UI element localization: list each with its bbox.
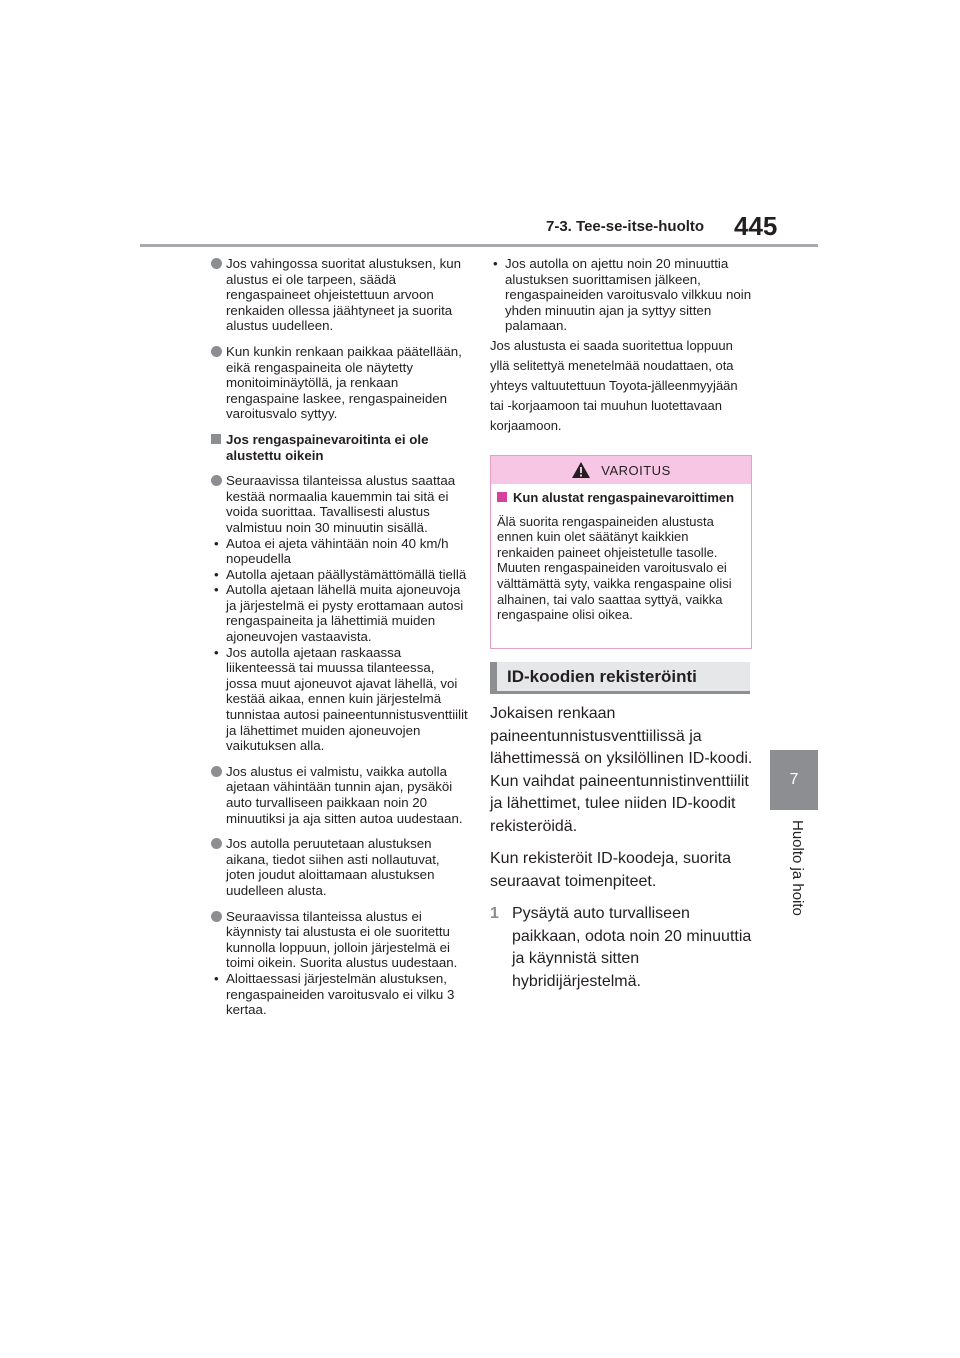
dash-item: • Autoa ei ajeta vähintään noin 40 km/h nopeudella <box>214 535 449 567</box>
subheading: Jos rengaspainevaroitinta ei ole alustettu oikein <box>211 432 469 463</box>
bullet-icon <box>211 475 222 486</box>
step-item <box>490 903 755 993</box>
chapter-number: 7 <box>789 771 799 788</box>
bullet-icon <box>211 766 222 777</box>
warning-header <box>491 456 751 484</box>
square-bullet-icon <box>497 492 507 502</box>
left-column <box>211 256 469 1028</box>
bullet-group <box>211 909 469 1018</box>
page-number: 445 <box>734 211 778 241</box>
bullet-icon <box>211 911 222 922</box>
chapter-tab-label: Huolto ja hoito <box>789 820 806 916</box>
section-title: 7-3. Tee-se-itse-huolto <box>546 218 705 235</box>
warning-triangle-icon <box>571 461 591 479</box>
step-number: 1 <box>490 905 499 922</box>
square-bullet-icon <box>211 434 221 444</box>
warning-subheading: Kun alustat rengaspainevaroittimen <box>497 490 745 506</box>
bullet-paragraph: Jos autolla peruutetaan alustuksen aikana, tiedot siihen asti nollautuvat, joten joudut aloittamaan alustuksen uudelleen alusta. <box>211 836 469 898</box>
bullet-paragraph: Kun kunkin renkaan paikkaa päätellään, eikä rengaspaineita ole näytetty monitoiminäytöllä, ja renkaan rengaspaine laskee, rengaspaineiden varoitusvalo syttyy. <box>211 344 469 422</box>
bullet-paragraph: Seuraavissa tilanteissa alustus ei käynnisty tai alustusta ei ole suoritettu kunnolla loppuun, jolloin järjestelmä ei toimi oikein. Suorita alustus uudestaan. <box>211 909 469 971</box>
note-paragraph: Jos alustusta ei saada suoritettua loppuun yllä selitettyä menetelmää noudattaen, ota yhteys valtuutettuun Toyota-jälleenmyyjään tai -korjaamoon tai muuhun luotettavaan korjaamoon. <box>490 337 738 433</box>
bullet-group <box>211 473 469 754</box>
right-column <box>490 256 752 436</box>
bullet-paragraph: Jos alustus ei valmistu, vaikka autolla ajetaan vähintään tunnin ajan, pysäköi auto turvalliseen paikkaan noin 20 minuutiksi ja aja sitten autoa uudestaan. <box>211 764 469 826</box>
bullet-icon <box>211 258 222 269</box>
warning-box <box>490 455 752 649</box>
dash-item: • Autolla ajetaan lähellä muita ajoneuvoja ja järjestelmä ei pysty erottamaan autosi rengaspaineita ja lähettimiä muiden ajoneuvojen vastaavista. <box>214 582 464 645</box>
intro-paragraph: Jokaisen renkaan paineentunnistusventtiilissä ja lähettimessä on yksilöllinen ID-koodi. Kun vaihdat paineentunnistinventtiilit ja lähettimet, tulee niiden ID-koodit rekisteröidä. <box>490 705 753 835</box>
id-registration-text <box>490 703 755 993</box>
warning-body <box>491 484 751 623</box>
bullet-paragraph: Seuraavissa tilanteissa alustus saattaa kestää normaalia kauemmin tai sitä ei voida suorittaa. Tavallisesti alustus valmistuu noin 30 minuutin sisällä. <box>211 473 469 535</box>
dash-item: • Jos autolla ajetaan raskaassa liikenteessä tai muussa tilanteessa, jossa muut ajoneuvot ajavat lähellä, voi kestää aikaa, ennen kuin järjestelmä tunnistaa autosi paineentunnistusventtiilit ja lähettimet muiden ajoneuvojen vaikutuksen alla. <box>214 644 468 754</box>
dash-item: • Jos autolla on ajettu noin 20 minuuttia alustuksen suorittamisen jälkeen, rengaspaineiden varoitusvalo vilkkuu noin yhden minuutin ajan ja syttyy sitten palamaan. <box>493 256 752 334</box>
chapter-tab <box>770 750 818 810</box>
intro-paragraph: Kun rekisteröit ID-koodeja, suorita seuraavat toimenpiteet. <box>490 850 731 890</box>
section-banner <box>490 662 750 694</box>
section-heading: ID-koodien rekisteröinti <box>507 667 697 686</box>
warning-text: Älä suorita rengaspaineiden alustusta ennen kuin olet säätänyt kaikkien renkaiden paineet ohjeistetulle tasolle. Muuten rengaspaineiden varoitusvalo ei välttämättä syty, vaikka rengaspaine olisi alhainen, tai valo saattaa syttyä, vaikka rengaspaine olisi oikea. <box>497 513 732 623</box>
header-divider <box>140 244 818 247</box>
bullet-icon <box>211 346 222 357</box>
bullet-icon <box>211 838 222 849</box>
dash-item: • Aloittaessasi järjestelmän alustuksen, rengaspaineiden varoitusvalo ei vilku 3 kertaa. <box>214 970 455 1018</box>
warning-title: VAROITUS <box>601 462 671 478</box>
step-text: Pysäytä auto turvalliseen paikkaan, odota noin 20 minuuttia ja käynnistä sitten hybridijärjestelmä. <box>512 905 752 990</box>
dash-item: • Autolla ajetaan päällystämättömällä tiellä <box>214 566 467 582</box>
bullet-paragraph: Jos vahingossa suoritat alustuksen, kun alustus ei ole tarpeen, säädä rengaspaineet ohjeistettuun arvoon renkaiden ollessa jäähtyneet ja suorita alustus uudelleen. <box>211 256 469 334</box>
